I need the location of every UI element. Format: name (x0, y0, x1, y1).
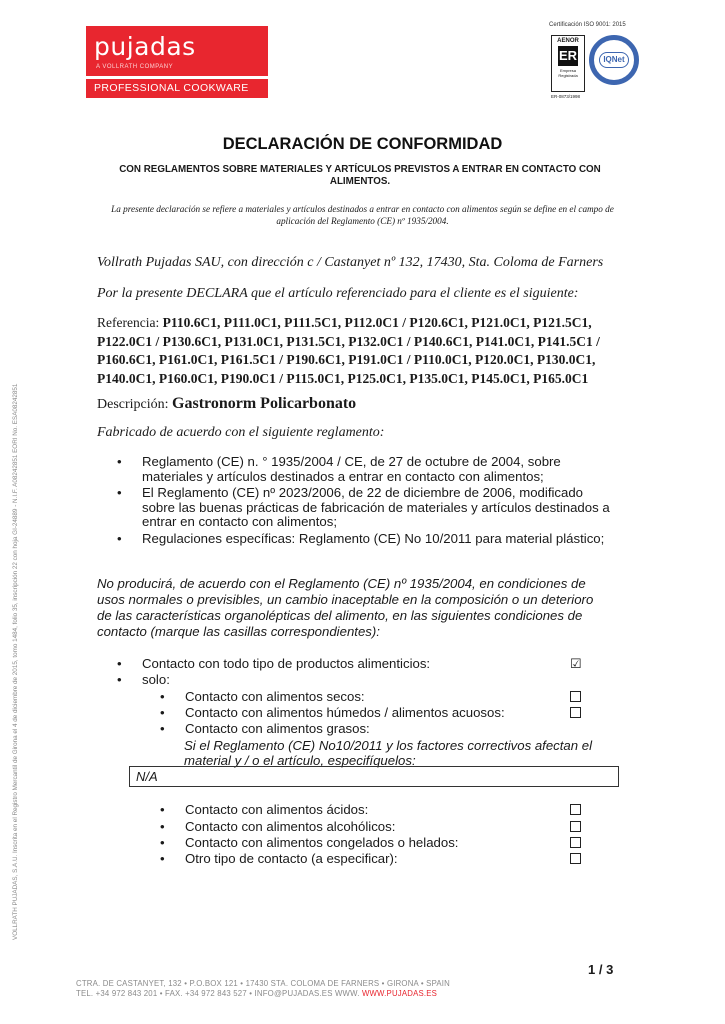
reference-value: P110.6C1, P111.0C1, P111.5C1, P112.0C1 / P120.6C1, P121.0C1, P121.5C1, P122.0C1 / P130.6C1, P131.0C1, P131.5C1, P132.0C1 / P140.6C1, P141.0C1, P141.5C1 / P160.6C1, P161.0C1, P161.5C1 / P190.6C1, P191.0C1 / P110.0C1, P120.0C1, P130.0C1, P140.0C1, P160.0C1, P190.0C1 / P115.0C1, P125.0C1, P135.0C1, P145.0C1, P165.0C1 (97, 315, 600, 386)
contact-other-label: Otro tipo de contacto (a especificar): (185, 851, 398, 866)
company-line: Vollrath Pujadas SAU, con dirección c / Castanyet nº 132, 17430, Sta. Coloma de Farners (97, 255, 604, 270)
reference-block (97, 314, 622, 388)
aenor-seal (551, 35, 585, 92)
footer (76, 979, 450, 999)
contact-fatty-label: Contacto con alimentos grasos: (185, 721, 370, 736)
contact-alcohol-label: Contacto con alimentos alcohólicos: (185, 819, 396, 834)
description-value: Gastronorm Policarbonato (172, 395, 357, 412)
page-title: DECLARACIÓN DE CONFORMIDAD (222, 135, 503, 153)
footer-contact: TEL. +34 972 843 201 • FAX. +34 972 843 527 • INFO@PUJADAS.ES WWW. (76, 989, 362, 998)
footer-website-link[interactable]: WWW.PUJADAS.ES (361, 989, 438, 998)
checkbox-other[interactable] (570, 853, 581, 864)
reference-label: Referencia: (97, 315, 163, 330)
regulation-heading: Fabricado de acuerdo con el siguiente reglamento: (97, 425, 385, 440)
logo-subtitle: PROFESSIONAL COOKWARE (94, 82, 249, 94)
logo-brand-name: pujadas (94, 32, 196, 61)
iqnet-seal (589, 35, 639, 85)
footer-address: CTRA. DE CASTANYET, 132 • P.O.BOX 121 • 17430 STA. COLOMA DE FARNERS • GIRONA • SPAIN (76, 979, 450, 988)
checkbox-wet[interactable] (570, 707, 581, 718)
checkbox-alcohol[interactable] (570, 821, 581, 832)
aenor-number: ER-0873/1998 (551, 94, 581, 99)
aenor-registered-text: Empresa Registrada (558, 68, 578, 78)
iqnet-label: IQNet (599, 52, 629, 68)
checkbox-acid[interactable] (570, 804, 581, 815)
registry-side-note: VOLLRATH PUJADAS, S.A.U. Inscrita en el Registro Mercantil de Girona el 4 de diciembre de 2015, tomo 1484, folio 35, inscripción 22 con hoja GI-24889 - N.I.F. A08242851 EORI No. ESA08242851 (12, 383, 19, 940)
page-number: 1 / 3 (588, 962, 614, 977)
fatty-note: Si el Reglamento (CE) No10/2011 y los factores correctivos afectan el material y / o el artículo, especifíquelos: (184, 738, 593, 768)
fatty-specification-value: N/A (136, 769, 158, 784)
intro-text: La presente declaración se refiere a materiales y artículos destinados a entrar en contacto con alimentos según se define en el campo de aplicación del Reglamento (CE) nº 1935/2004. (111, 204, 614, 226)
regulation-item: • Reglamento (CE) n. ° 1935/2004 / CE, de 27 de octubre de 2004, sobre materiales y artículos destinados a entrar en contacto con alimentos; (117, 455, 612, 484)
logo-tagline: A VOLLRATH COMPANY (96, 64, 174, 70)
regulation-item: • El Reglamento (CE) nº 2023/2006, de 22 de diciembre de 2006, modificado sobre las buenas prácticas de fabricación de materiales y artículos destinados a entrar en contacto con alimentos; (117, 486, 612, 530)
checkbox-all-products[interactable]: ☑ (570, 656, 582, 671)
page-subtitle: CON REGLAMENTOS SOBRE MATERIALES Y ARTÍCULOS PREVISTOS A ENTRAR EN CONTACTO CON ALIMENTOS. (119, 164, 601, 187)
conditions-paragraph: No producirá, de acuerdo con el Reglamento (CE) nº 1935/2004, en condiciones de usos normales o previsibles, un cambio inaceptable en la composición o un deterioro de las características organolépticas del alimento, en las siguientes condiciones de contacto (marque las casillas correspondientes): (97, 576, 594, 639)
fatty-specification-field[interactable] (129, 766, 619, 787)
contact-dry-label: Contacto con alimentos secos: (185, 689, 365, 704)
contact-frozen-label: Contacto con alimentos congelados o helados: (185, 835, 459, 850)
regulation-list (117, 455, 612, 548)
checkbox-dry[interactable] (570, 691, 581, 702)
contact-only-label: solo: (142, 672, 170, 687)
footer-contact-line (76, 989, 450, 999)
contact-acid-label: Contacto con alimentos ácidos: (185, 802, 369, 817)
aenor-label: AENOR (557, 38, 579, 44)
contact-all-products-label: Contacto con todo tipo de productos alimenticios: (142, 656, 431, 671)
declares-line: Por la presente DECLARA que el artículo referenciado para el cliente es el siguiente: (97, 286, 579, 301)
description-block (97, 395, 356, 413)
contact-wet-label: Contacto con alimentos húmedos / alimentos acuosos: (185, 705, 505, 720)
pujadas-logo (86, 26, 268, 98)
regulation-item: • Regulaciones específicas: Reglamento (CE) No 10/2011 para material plástico; (117, 532, 612, 547)
certification-label: Certificación ISO 9001: 2015 (549, 22, 626, 28)
description-label: Descripción: (97, 397, 173, 412)
logo-band (86, 76, 268, 98)
aenor-er-mark: ER (558, 46, 578, 66)
checkbox-frozen[interactable] (570, 837, 581, 848)
